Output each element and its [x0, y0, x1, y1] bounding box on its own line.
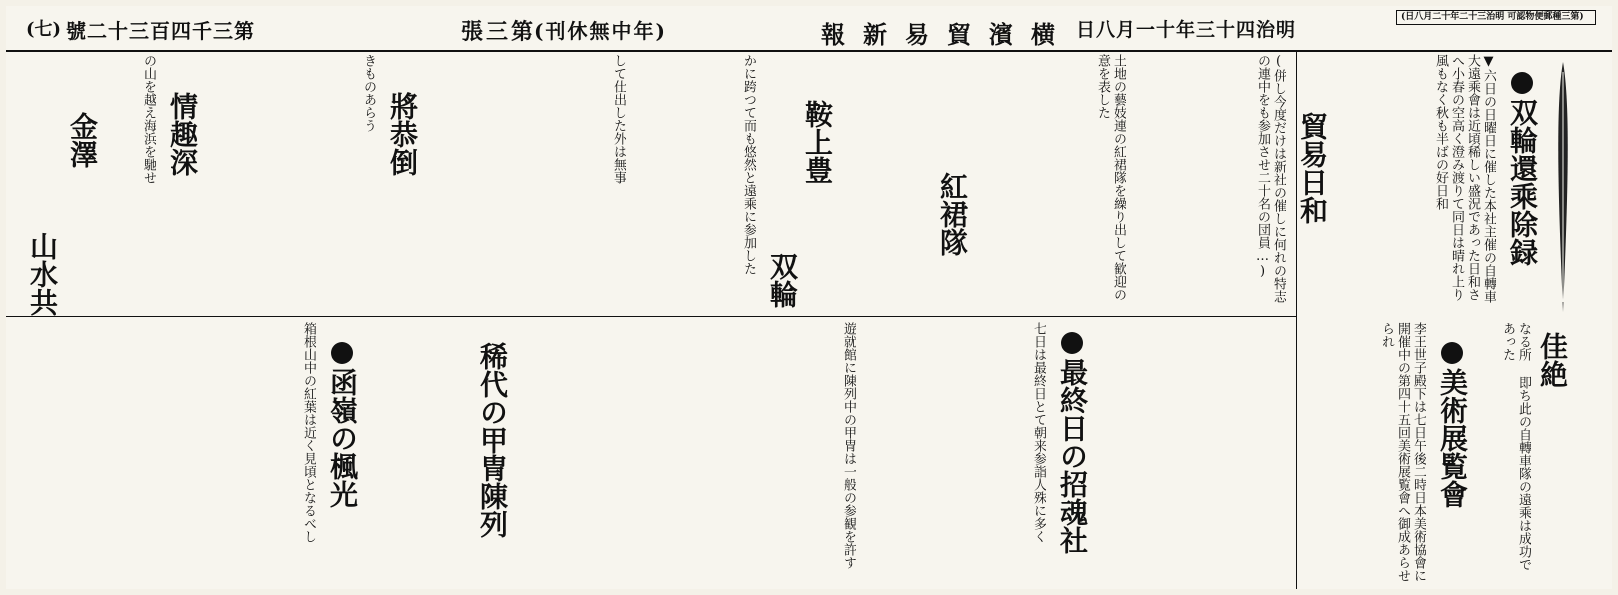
article-body-6: きものあらう — [361, 54, 376, 132]
issue-date: 日八月一十年三十四治明 — [1076, 19, 1297, 41]
bullet-icon — [1061, 332, 1083, 354]
headline-13: 稀代の甲冑陳列 — [476, 342, 509, 538]
article-body-4: かに跨つて而も悠然と遠乘に参加した — [741, 54, 756, 275]
pen-icon — [1554, 62, 1572, 312]
masthead — [6, 6, 1612, 52]
headline-8: 金澤 — [66, 112, 99, 168]
article-body-3: 土地の藝妓連の紅裙隊を繰り出して歓迎の意を表した — [1095, 54, 1126, 301]
newspaper-page — [6, 6, 1612, 589]
page-label: (七) — [26, 19, 62, 40]
headline-5: 双輪 — [766, 252, 799, 308]
headline-9: 山水共 — [26, 232, 59, 316]
headline-2: 貿易日和 — [1296, 112, 1329, 224]
articles-area — [6, 52, 1612, 589]
postal-note: (日八月二十年二十三治明 可認物便郵種三第) — [1396, 10, 1596, 25]
horizontal-divider — [6, 316, 1296, 317]
headline-4: 鞍上豊 — [801, 100, 834, 184]
headline-10: 佳絶 — [1536, 332, 1569, 388]
article-body-9: 李王世子殿下は七日午後二時日本美術協會に開催中の第四十五回美術展覧會へ御成あらせられ — [1379, 322, 1426, 582]
headline-6: 將恭倒 — [386, 92, 419, 176]
article-body-11: 遊就館に陳列中の甲冑は一般の参観を許す — [841, 322, 856, 569]
issue-number: 號二十三百四千三第 — [66, 19, 255, 43]
article-body-12: 箱根山中の紅葉は近く見頃となるべし — [301, 322, 316, 543]
article-body-8: なる所 即ち此の自轉車隊の遠乘は成功であった — [1500, 322, 1531, 571]
paper-name: 報新易貿濱横 — [821, 20, 1073, 49]
article-body-5: して仕出した外は無事 — [611, 54, 626, 184]
bullet-icon — [1441, 342, 1463, 364]
bullet-icon — [1511, 72, 1533, 94]
article-body-2: (併し今度だけは新社の催しに何れの特志の連中をも参加させ二十名の団員…) — [1255, 54, 1286, 303]
edition-label: (刊休無中年) — [534, 19, 667, 43]
headline-11: 美術展覧會 — [1436, 342, 1468, 508]
headline-1: 双輪還乘除録 — [1506, 72, 1538, 266]
headline-3: 紅裙隊 — [936, 172, 969, 256]
article-body-10: 七日は最終日とて朝来参詣人殊に多く — [1031, 322, 1046, 543]
headline-14: 函嶺の楓光 — [326, 342, 358, 508]
headline-7: 情趣深 — [166, 92, 199, 176]
section-label: 張三第 — [461, 19, 537, 45]
article-body-7: の山を越え海浜を馳せ — [141, 54, 156, 184]
bullet-icon — [331, 342, 353, 364]
headline-12: 最終日の招魂社 — [1056, 332, 1088, 554]
article-body-1: ▼六日の日曜日に催した本社主催の自轉車大遠乘會は近頃稀しい盛況であった日和さへ小春の空高く澄み渡りて同日は晴れ上り風もなく秋も半ばの好日和 — [1433, 54, 1496, 303]
